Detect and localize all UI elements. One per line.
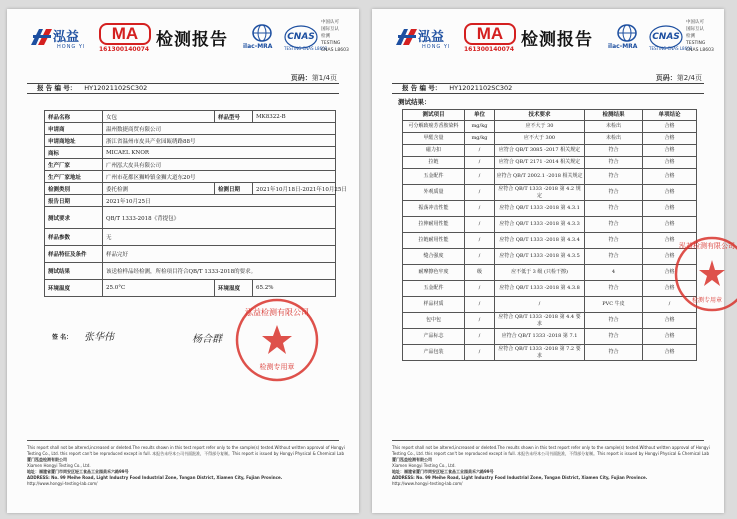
table-cell: 符合 [585, 145, 643, 157]
cnas-label: CNAS [652, 32, 680, 42]
page-number: 页码：第1/4页 [290, 74, 337, 82]
table-cell: 产品包装 [403, 345, 465, 361]
hongyi-logo [31, 23, 95, 57]
table-row [403, 297, 697, 313]
table-cell: / [465, 185, 495, 201]
signature-label: 签 名： [52, 334, 73, 341]
table-cell: 符合 [585, 249, 643, 265]
table-cell: 合格 [643, 201, 697, 217]
table-cell: 产品标志 [403, 329, 465, 345]
table-cell: 拉伸耐用性能 [403, 217, 465, 233]
table-cell: 甲醛含量 [403, 133, 465, 145]
table-cell: 合格 [643, 265, 697, 281]
table-cell: 磁力扣 [403, 145, 465, 157]
table-cell: 应符合 QB/T 1333 -2018 第 4.2 规定 [495, 185, 585, 201]
report-page-1 [7, 9, 359, 513]
table-cell: 应符合 QB/T 1333 -2018 第 4.3.4 [495, 233, 585, 249]
table-cell: 符合 [585, 281, 643, 297]
table-cell: 符合 [585, 201, 643, 217]
table-cell: 应符合 QB/T 2171 -2014 相关规定 [495, 157, 585, 169]
table-row [403, 201, 697, 217]
table-cell: 合格 [643, 133, 697, 145]
table-cell: 耐摩擦色牢度 [403, 265, 465, 281]
report-number: HY12021102SC302 [84, 84, 148, 92]
table-cell: 应符合 QB/T 1333 -2018 第 4.3.8 [495, 281, 585, 297]
hongyi-logo [396, 23, 460, 57]
table-cell: 符合 [585, 345, 643, 361]
table-row: 测试结果 该送检样品经检测，所检项目符合QB/T 1333-2018的要求。 [45, 263, 336, 280]
table-cell: 缝合强度 [403, 249, 465, 265]
table-cell: 合格 [643, 217, 697, 233]
table-row [403, 233, 697, 249]
ma-number: 161300140074 [464, 46, 515, 53]
table-cell: PVC 牛皮 [585, 297, 643, 313]
table-cell: 拉链 [403, 157, 465, 169]
accreditation-text: 中国认可 国际互认 检测 TESTING CNAS L8603 [321, 20, 349, 53]
table-row [403, 169, 697, 185]
results-section-title: 测试结果： [398, 98, 431, 106]
table-row: 申请商 温州数捷商贸有限公司 [45, 123, 336, 135]
table-cell: 应符合 QB/T 1333 -2018 第 7.1 [495, 329, 585, 345]
table-cell: 应符合 QB/T 3085 -2017 相关规定 [495, 145, 585, 157]
report-number-line: 报 告 编 号： HY12021102SC302 [27, 83, 339, 94]
table-row: 环境温度 25.0°C 环境湿度 65.2% [45, 280, 336, 297]
table-cell: 样品材质 [403, 297, 465, 313]
table-cell: 拉链耐用性能 [403, 233, 465, 249]
table-cell: / [495, 297, 585, 313]
table-cell: 振荡冲击性能 [403, 201, 465, 217]
table-cell: 合格 [643, 281, 697, 297]
report-header [7, 9, 359, 67]
ilac-label: ilac-MRA [608, 43, 638, 50]
table-cell: / [465, 329, 495, 345]
seal-sub-text: 检测专用章 [259, 363, 295, 371]
table-row: 商标 MICAEL KNOR [45, 147, 336, 159]
table-cell: 合格 [643, 185, 697, 201]
report-footer: This report shall not be altered,increased or deleted.The results shown in this test report refer only to the sample(s) tested.Without written approval of Hongyi Testing Co., Ltd. this report can't be reproduced except in full. 本报告未经本公司书面批准，不得部分复制。This report is issued by Hongyi Physical & Chemical Lab 厦门泓益检测有限公司 Xiamen Hongyi Testing Co., Ltd. 地址：福建省厦门市同安区轻工食品工业园美禾六路99号 ADDRESS: No. 99 Meihe Road, Light Industry Food Industrial Zone, Tongan District, Xiamen City, Fujian Province. http://www.hongyi-testing-lab.com/ [392, 440, 704, 487]
report-title: 检测报告 [156, 30, 228, 50]
table-cell: 应符合 QB/T 1333 -2018 第 4.4 要求 [495, 313, 585, 329]
table-cell: / [465, 145, 495, 157]
report-number-line: 报 告 编 号： HY12021102SC302 [392, 83, 704, 94]
inspection-seal [232, 295, 322, 385]
table-cell: 五金配件 [403, 281, 465, 297]
table-cell: 合格 [643, 345, 697, 361]
table-cell: / [465, 217, 495, 233]
table-row [403, 121, 697, 133]
signature-tester: 张华伟 [84, 332, 114, 343]
table-row [403, 157, 697, 169]
cnas-logo [284, 24, 328, 54]
table-row [403, 313, 697, 329]
hongyi-mark-icon [396, 27, 418, 47]
table-row: 申请商地址 浙江省温州市皮具产业园瓯绣路88号 [45, 135, 336, 147]
ilac-globe-icon [243, 24, 281, 42]
hongyi-mark-icon [31, 27, 53, 47]
table-cell: 五金配件 [403, 169, 465, 185]
table-row: 样品特征及条件 样品完好 [45, 246, 336, 263]
signature-approver: 杨合群 [192, 334, 222, 345]
ma-mark: MA [464, 23, 516, 45]
table-cell: 符合 [585, 313, 643, 329]
cnas-logo [649, 24, 693, 54]
table-cell: 外观质量 [403, 185, 465, 201]
table-row [403, 265, 697, 281]
table-cell: / [465, 233, 495, 249]
table-cell: / [465, 297, 495, 313]
table-row: 检测类别 委托检测 检测日期 2021年10月18日-2021年10月25日 [45, 183, 336, 195]
table-row: 样品名称 女包 样品型号 MK8322-B [45, 111, 336, 123]
table-cell: 应不低于 3 级 (只检干擦) [495, 265, 585, 281]
table-cell: / [465, 313, 495, 329]
ilac-label: ilac-MRA [243, 43, 273, 50]
table-cell: 符合 [585, 233, 643, 249]
report-number: HY12021102SC302 [449, 84, 513, 92]
table-cell: 4 [585, 265, 643, 281]
table-header-row: 测试项目 单位 技术要求 检测结果 单项结论 [403, 110, 697, 121]
table-row [403, 345, 697, 361]
report-page-2 [372, 9, 735, 513]
table-cell: 符合 [585, 169, 643, 185]
table-cell: 应符合 QB/T 1333 -2018 第 7.2 要求 [495, 345, 585, 361]
accreditation-text: 中国认可 国际互认 检测 TESTING CNAS L8603 [686, 20, 714, 53]
table-cell: 合格 [643, 329, 697, 345]
table-row [403, 145, 697, 157]
table-cell: mg/kg [465, 121, 495, 133]
report-header [372, 9, 724, 67]
sample-info-table [44, 110, 347, 297]
table-row [403, 281, 697, 297]
table-cell: 应符合 QB/T 2002.1 -2018 相关规定 [495, 169, 585, 185]
table-cell: / [465, 249, 495, 265]
ilac-globe-icon [608, 24, 646, 42]
table-cell: / [465, 201, 495, 217]
table-cell: 未检出 [585, 121, 643, 133]
table-cell: 合格 [643, 121, 697, 133]
ma-logo [464, 23, 516, 57]
seal-text: 泓益检测有限公司 [679, 242, 735, 250]
table-cell: 应不大于 300 [495, 133, 585, 145]
table-cell: 应符合 QB/T 1333 -2018 第 4.3.1 [495, 201, 585, 217]
table-cell: / [465, 157, 495, 169]
seal-sub-text: 检测专用章 [691, 297, 723, 304]
table-row [403, 185, 697, 201]
table-cell: 应符合 QB/T 1333 -2018 第 4.3.3 [495, 217, 585, 233]
table-cell: 符合 [585, 217, 643, 233]
ilac-logo [608, 24, 646, 54]
cnas-label: CNAS [287, 32, 315, 42]
table-row: 报告日期 2021年10月25日 [45, 195, 336, 207]
table-row [403, 217, 697, 233]
table-cell: / [465, 169, 495, 185]
table-cell: 符合 [585, 157, 643, 169]
company-name-cn: 泓益 [418, 30, 445, 45]
company-name-en: HONG YI [422, 44, 451, 50]
table-row: 生产厂家 广州泓大皮具有限公司 [45, 159, 336, 171]
ilac-logo [243, 24, 281, 54]
table-cell: / [465, 281, 495, 297]
table-row [403, 133, 697, 145]
table-cell: 应符合 QB/T 1333 -2018 第 4.3.5 [495, 249, 585, 265]
page-number: 页码：第2/4页 [655, 74, 702, 82]
table-cell: / [465, 345, 495, 361]
ma-logo [99, 23, 151, 57]
report-title: 检测报告 [521, 30, 593, 50]
table-cell: 应不大于 30 [495, 121, 585, 133]
table-cell: 符合 [585, 185, 643, 201]
company-name-en: HONG YI [57, 44, 86, 50]
report-footer: This report shall not be altered,increased or deleted.The results shown in this test report refer only to the sample(s) tested.Without written approval of Hongyi Testing Co., Ltd. this report can't be reproduced except in full. 本报告未经本公司书面批准，不得部分复制。This report is issued by Hongyi Physical & Chemical Lab 厦门泓益检测有限公司 Xiamen Hongyi Testing Co., Ltd. 地址：福建省厦门市同安区轻工食品工业园美禾六路99号 ADDRESS: No. 99 Meihe Road, Light Industry Food Industrial Zone, Tongan District, Xiamen City, Fujian Province. http://www.hongyi-testing-lab.com/ [27, 440, 339, 487]
table-cell: 合格 [643, 249, 697, 265]
table-row: 测试要求 QB/T 1333-2018《背提包》 [45, 207, 336, 229]
table-cell: 合格 [643, 313, 697, 329]
table-cell: mg/kg [465, 133, 495, 145]
cnas-sub: TESTING CNAS L8603 [649, 46, 693, 51]
seal-text: 泓益检测有限公司 [245, 308, 309, 317]
table-cell: 未检出 [585, 133, 643, 145]
ma-mark: MA [99, 23, 151, 45]
inspection-seal-partial [667, 234, 737, 314]
table-cell: / [643, 297, 697, 313]
table-cell: 包中包 [403, 313, 465, 329]
company-name-cn: 泓益 [53, 30, 80, 45]
table-row: 生产厂家地址 广州市花都区狮岭镇金狮大道东20号 [45, 171, 336, 183]
table-row [403, 329, 697, 345]
table-row: 样品参数 无 [45, 229, 336, 246]
table-cell: 合格 [643, 145, 697, 157]
cnas-sub: TESTING CNAS L8603 [284, 46, 328, 51]
table-cell: 级 [465, 265, 495, 281]
table-row [403, 249, 697, 265]
table-cell: 合格 [643, 169, 697, 185]
test-results-table [402, 109, 697, 361]
table-cell: 合格 [643, 157, 697, 169]
table-cell: 符合 [585, 329, 643, 345]
table-cell: 可分解致癌芳香胺染料 [403, 121, 465, 133]
ma-number: 161300140074 [99, 46, 150, 53]
table-cell: 合格 [643, 233, 697, 249]
